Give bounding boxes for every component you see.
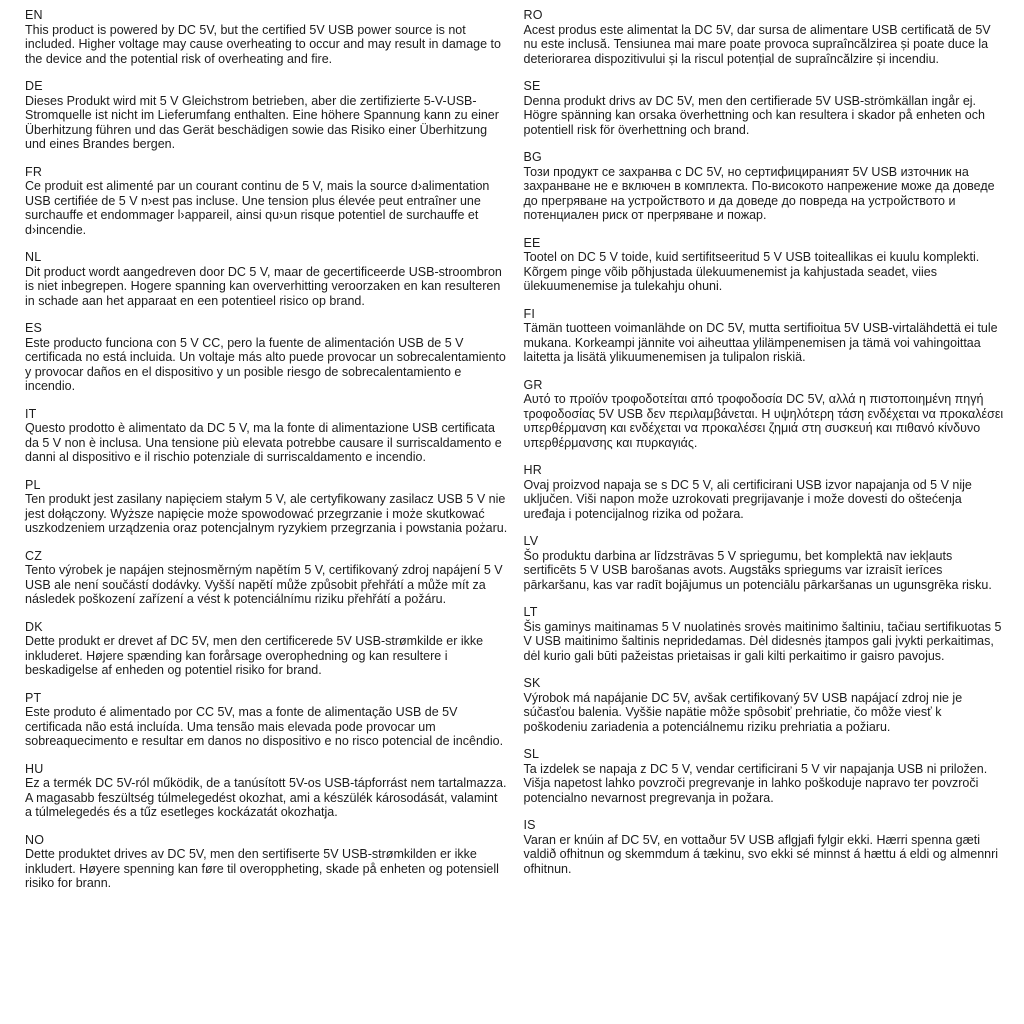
language-code-label: LT — [523, 605, 538, 619]
language-code-label: HR — [523, 463, 542, 477]
language-block — [25, 321, 508, 394]
language-code-label: GR — [523, 377, 543, 392]
language-block — [524, 534, 1007, 592]
language-code-label: IT — [25, 406, 37, 421]
language-block — [524, 79, 1007, 137]
language-warning-text: Denna produkt drivs av DC 5V, men den certifierade 5V USB-strömkällan ingår ej. Högre spänning kan orsaka överhettning och kan resultera i skador på enheten och potentiell risk för överhettning och brand. — [523, 93, 985, 137]
language-warning-text: Ta izdelek se napaja z DC 5 V, vendar certificirani 5 V vir napajanja USB ni priložen. Višja napetost lahko povzroči pregrevanje in lahko poškoduje napravo ter povzroči potencialno nevarnost pregrevanja in požara. — [523, 761, 988, 805]
language-warning-text: Ez a termék DC 5V-ról működik, de a tanúsított 5V-os USB-tápforrást nem tartalmazza. A magasabb feszültség túlmelegedést okozhat, ami a készülék károsodását, valamint a túlmelegedés és a tűz esetleges kockázatát okozhatja. — [25, 776, 507, 819]
language-block — [524, 605, 1007, 663]
language-code-label: PT — [25, 690, 42, 705]
language-warning-text: Ten produkt jest zasilany napięciem stałym 5 V, ale certyfikowany zasilacz USB 5 V nie jest dołączony. Wyższe napięcie może spowodować przegrzanie i może skutkować uszkodzeniem urządzenia oraz potencjalnym ryzykiem przegrzania i powstania pożaru. — [25, 492, 508, 535]
language-warning-text: Šo produktu darbina ar līdzstrāvas 5 V spriegumu, bet komplektā nav iekļauts sertificēts 5 V USB barošanas avots. Augstāks spriegums var izraisīt ierīces pārkaršanu, kas var radīt bojājumus un potenciālu pārkaršanas un ugunsgrēka risku. — [523, 548, 992, 592]
language-block — [524, 463, 1007, 521]
language-code-label: NO — [25, 832, 45, 847]
language-block — [25, 165, 508, 238]
language-warning-text: Varan er knúin af DC 5V, en vottaður 5V USB aflgjafi fylgir ekki. Hærri spenna gæti valdið ofhitnun og skemmdum á tækinu, svo ekki sé minnst á hættu á eldi og almennri ofhitnun. — [523, 832, 999, 876]
language-warning-text: Výrobok má napájanie DC 5V, avšak certifikovaný 5V USB napájací zdroj nie je súčasťou balenia. Vyššie napätie môže spôsobiť prehriatie, čo môže viesť k poškodeniu zariadenia a potenciálnemu riziku prehriatia a požiaru. — [523, 690, 963, 734]
language-block — [524, 150, 1007, 223]
language-code-label: ES — [25, 321, 43, 335]
document-column-right — [524, 8, 1007, 904]
language-warning-text: Tento výrobek je napájen stejnosměrným napětím 5 V, certifikovaný zdroj napájení 5 V USB ale není součástí dodávky. Vyšší napětí může způsobit přehřátí a může mít za následek poškození zařízení a vést k potenciálnímu riziku přehřátí a požáru. — [25, 563, 503, 606]
language-code-label: SL — [523, 747, 540, 761]
language-warning-text: Dette produkt er drevet af DC 5V, men den certificerede 5V USB-strømkilde er ikke inkluderet. Højere spænding kan forårsage overophedning og kan resultere i beskadigelse af enheden og potentiel risiko for brand. — [25, 634, 484, 677]
language-warning-text: Ce produit est alimenté par un courant continu de 5 V, mais la source d›alimentation USB certifiée de 5 V n›est pas incluse. Une tension plus élevée peut entraîner une surchauffe et endommager l›appareil, ainsi qu›un risque potentiel de surchauffe et d›incendie. — [25, 179, 490, 237]
language-block — [25, 762, 508, 820]
language-code-label: FI — [523, 306, 536, 321]
language-code-label: DE — [25, 79, 43, 93]
language-code-label: PL — [25, 477, 41, 492]
language-code-label: NL — [25, 250, 42, 264]
language-code-label: HU — [25, 761, 44, 776]
language-block — [524, 818, 1007, 876]
language-warning-text: Αυτό το προϊόν τροφοδοτείται από τροφοδοσία DC 5V, αλλά η πιστοποιημένη πηγή τροφοδοσίας 5V USB δεν περιλαμβάνεται. Η υψηλότερη τάση ενδέχεται να προκαλέσει υπερθέρμανση και ενδέχεται να προκαλέσει ζημιά στη συσκευή και πιθανό κίνδυνο υπερθέρμανσης και πυρκαγιάς. — [523, 392, 1004, 450]
language-block — [25, 8, 508, 66]
language-warning-text: Tämän tuotteen voimanlähde on DC 5V, mutta sertifioitua 5V USB-virtalähdettä ei tule mukana. Korkeampi jännite voi aiheuttaa ylilämpenemisen ja tämä voi vahingoittaa laitetta ja lisätä ylikuumenemisen ja tulipalon riskiä. — [523, 321, 998, 364]
language-block — [524, 378, 1007, 451]
language-block — [25, 407, 508, 465]
language-block — [25, 620, 508, 678]
language-code-label: SE — [523, 79, 541, 93]
language-warning-text: Dette produktet drives av DC 5V, men den sertifiserte 5V USB-strømkilden er ikke inkludert. Høyere spenning kan føre til overoppheting, skade på enheten og potensiell risiko for brann. — [25, 847, 499, 890]
language-warning-text: Este producto funciona con 5 V CC, pero la fuente de alimentación USB de 5 V certificada no está incluida. Un voltaje más alto puede provocar un sobrecalentamiento y provocar daños en el dispositivo y un posible riesgo de sobrecalentamiento e incendio. — [25, 335, 506, 393]
language-code-label: LV — [523, 534, 539, 548]
language-warning-text: Този продукт се захранва с DC 5V, но сертифицираният 5V USB източник на захранване не е включен в комплекта. По-високото напрежение може да доведе до прегряване на устройството и да доведе до повреда на устройството и потенциален риск от прегряване и пожар. — [523, 164, 995, 222]
language-block — [25, 549, 508, 607]
language-code-label: DK — [25, 619, 43, 634]
language-block — [25, 478, 508, 536]
language-warning-text: Dit product wordt aangedreven door DC 5 V, maar de gecertificeerde USB-stroombron is niet inbegrepen. Hogere spanning kan oververhitting veroorzaken en kan resulteren in schade aan het apparaat en een potentieel risico op brand. — [25, 264, 502, 308]
language-block — [25, 79, 508, 152]
language-code-label: RO — [523, 8, 543, 22]
language-code-label: IS — [523, 818, 536, 832]
language-block — [524, 747, 1007, 805]
language-warning-text: Questo prodotto è alimentato da DC 5 V, ma la fonte di alimentazione USB certificata da 5 V non è inclusa. Una tensione più elevata potrebbe causare il surriscaldamento e danni al dispositivo e il rischio potenziale di surriscaldamento e incendio. — [25, 421, 502, 464]
language-warning-text: Acest produs este alimentat la DC 5V, dar sursa de alimentare USB certificată de 5V nu este inclusă. Tensiunea mai mare poate provoca supraîncălzirea și poate duce la deteriorarea dispozitivului și la riscul potențial de supraîncălzire și incendiu. — [523, 22, 991, 66]
language-block — [524, 8, 1007, 66]
language-block — [524, 236, 1007, 294]
language-block — [25, 250, 508, 308]
language-block — [524, 676, 1007, 734]
language-warning-text: Tootel on DC 5 V toide, kuid sertifitseeritud 5 V USB toiteallikas ei kuulu komplekti. Kõrgem pinge võib põhjustada ülekuumenemist ja kahjustada seadet, viies ülekuumenemise ja tulekahju ohuni. — [523, 250, 980, 293]
language-code-label: BG — [523, 150, 542, 164]
document-column-left — [25, 8, 508, 904]
language-warning-text: Ovaj proizvod napaja se s DC 5 V, ali certificirani USB izvor napajanja od 5 V nije uključen. Viši napon može uzrokovati pregrijavanje i može dovesti do oštećenja uređaja i potencijalnog rizika od požara. — [523, 477, 972, 521]
language-warning-text: This product is powered by DC 5V, but the certified 5V USB power source is not included. Higher voltage may cause overheating to occur and may result in damage to the device and the potential risk of overheating and fire. — [25, 22, 501, 66]
language-warning-text: Šis gaminys maitinamas 5 V nuolatinės srovės maitinimo šaltiniu, tačiau sertifikuotas 5 V USB maitinimo šaltinis nepridedamas. Dėl didesnės įtampos gali įvykti perkaitimas, dėl kurio gali būti pažeistas prietaisas ir gali kilti perkaitimo ir gaisro pavojus. — [523, 619, 1002, 663]
language-code-label: EN — [25, 8, 43, 22]
language-code-label: FR — [25, 164, 43, 179]
language-block — [25, 691, 508, 749]
language-warning-text: Este produto é alimentado por CC 5V, mas a fonte de alimentação USB de 5V certificada não está incluída. Uma tensão mais elevada pode provocar um sobreaquecimento e resultar em danos no dispositivo e no risco potencial de incêndio. — [25, 705, 504, 748]
language-block — [25, 833, 508, 891]
language-code-label: EE — [523, 235, 541, 250]
language-code-label: SK — [523, 676, 541, 690]
language-warning-text: Dieses Produkt wird mit 5 V Gleichstrom betrieben, aber die zertifizierte 5-V-USB-Stromquelle ist nicht im Lieferumfang enthalten. Eine höhere Spannung kann zu einer Überhitzung führen und das Gerät beschädigen sowie das Risiko einer Überhitzung und eines Brandes bergen. — [25, 93, 499, 151]
language-block — [524, 307, 1007, 365]
language-code-label: CZ — [25, 548, 43, 563]
